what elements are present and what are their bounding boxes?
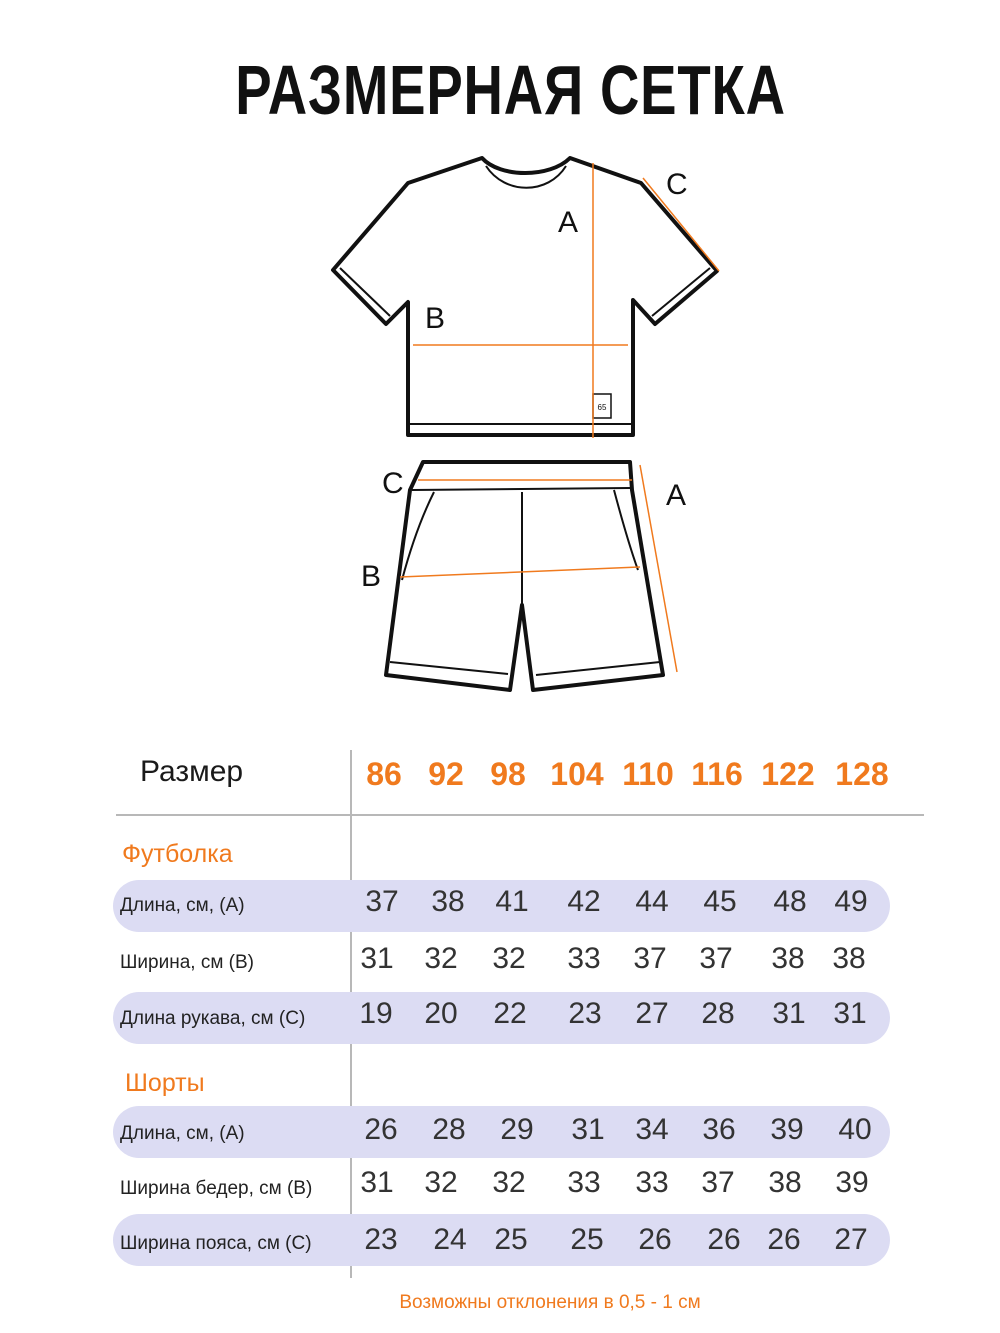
table-cell: 27 (834, 1223, 868, 1256)
row-label: Длина, см, (A) (120, 1123, 245, 1144)
table-cell: 33 (567, 942, 601, 975)
table-cell: 34 (635, 1113, 669, 1146)
size-122: 122 (761, 756, 815, 792)
table-cell: 22 (493, 997, 527, 1030)
table-cell: 31 (772, 997, 806, 1030)
table-cell: 24 (433, 1223, 467, 1256)
table-cell: 37 (701, 1166, 735, 1199)
size-86: 86 (366, 756, 402, 792)
tshirt-label-a: A (558, 206, 579, 239)
table-cell: 45 (703, 885, 737, 918)
table-cell: 37 (699, 942, 733, 975)
tag-text: 65 (597, 403, 607, 412)
section-title-shorts: Шорты (125, 1069, 205, 1097)
table-cell: 38 (431, 885, 465, 918)
table-cell: 42 (567, 885, 601, 918)
table-cell: 28 (432, 1113, 466, 1146)
table-cell: 31 (571, 1113, 605, 1146)
table-cell: 28 (701, 997, 735, 1030)
table-cell: 25 (494, 1223, 528, 1256)
table-cell: 38 (768, 1166, 802, 1199)
table-cell: 26 (364, 1113, 398, 1146)
table-cell: 27 (635, 997, 669, 1030)
table-cell: 37 (633, 942, 667, 975)
table-cell: 32 (492, 1166, 526, 1199)
row-label: Ширина пояса, см (C) (120, 1233, 312, 1254)
table-header-divider (116, 814, 924, 816)
table-cell: 49 (834, 885, 868, 918)
row-label: Ширина, см (B) (120, 952, 254, 973)
section-title-tshirt: Футболка (122, 840, 233, 868)
table-cell: 39 (770, 1113, 804, 1146)
table-cell: 31 (360, 942, 394, 975)
table-cell: 31 (833, 997, 867, 1030)
table-cell: 33 (635, 1166, 669, 1199)
table-cell: 39 (835, 1166, 869, 1199)
table-cell: 26 (707, 1223, 741, 1256)
table-cell: 32 (424, 942, 458, 975)
table-cell: 19 (359, 997, 393, 1030)
row-label: Длина, см, (A) (120, 895, 245, 916)
table-cell: 26 (767, 1223, 801, 1256)
row-label: Длина рукава, см (C) (120, 1008, 306, 1029)
table-cell: 44 (635, 885, 669, 918)
tshirt-label-c: C (666, 168, 688, 201)
tolerance-note: Возможны отклонения в 0,5 - 1 см (399, 1292, 701, 1313)
table-cell: 41 (495, 885, 529, 918)
row-label: Ширина бедер, см (B) (120, 1178, 313, 1199)
size-92: 92 (428, 756, 464, 792)
table-cell: 38 (832, 942, 866, 975)
tshirt-label-b: B (425, 302, 446, 335)
page-title: РАЗМЕРНАЯ СЕТКА (235, 51, 786, 129)
table-cell: 48 (773, 885, 807, 918)
table-cell: 38 (771, 942, 805, 975)
size-98: 98 (490, 756, 526, 792)
size-116: 116 (691, 756, 743, 792)
size-104: 104 (550, 756, 604, 792)
table-cell: 26 (638, 1223, 672, 1256)
table-cell: 20 (424, 997, 458, 1030)
table-cell: 29 (500, 1113, 534, 1146)
table-cell: 23 (364, 1223, 398, 1256)
size-110: 110 (622, 756, 674, 792)
shorts-label-a: A (666, 479, 687, 512)
table-cell: 33 (567, 1166, 601, 1199)
table-cell: 31 (360, 1166, 394, 1199)
shorts-label-b: B (361, 560, 382, 593)
shorts-label-c: C (382, 467, 404, 500)
tshirt-tag (593, 394, 611, 418)
table-cell: 25 (570, 1223, 604, 1256)
table-cell: 37 (365, 885, 399, 918)
size-header: Размер (140, 755, 244, 788)
table-cell: 32 (424, 1166, 458, 1199)
table-cell: 23 (568, 997, 602, 1030)
tshirt-drawing (333, 158, 717, 435)
size-128: 128 (835, 756, 889, 792)
table-cell: 36 (702, 1113, 736, 1146)
table-cell: 40 (838, 1113, 872, 1146)
table-cell: 32 (492, 942, 526, 975)
